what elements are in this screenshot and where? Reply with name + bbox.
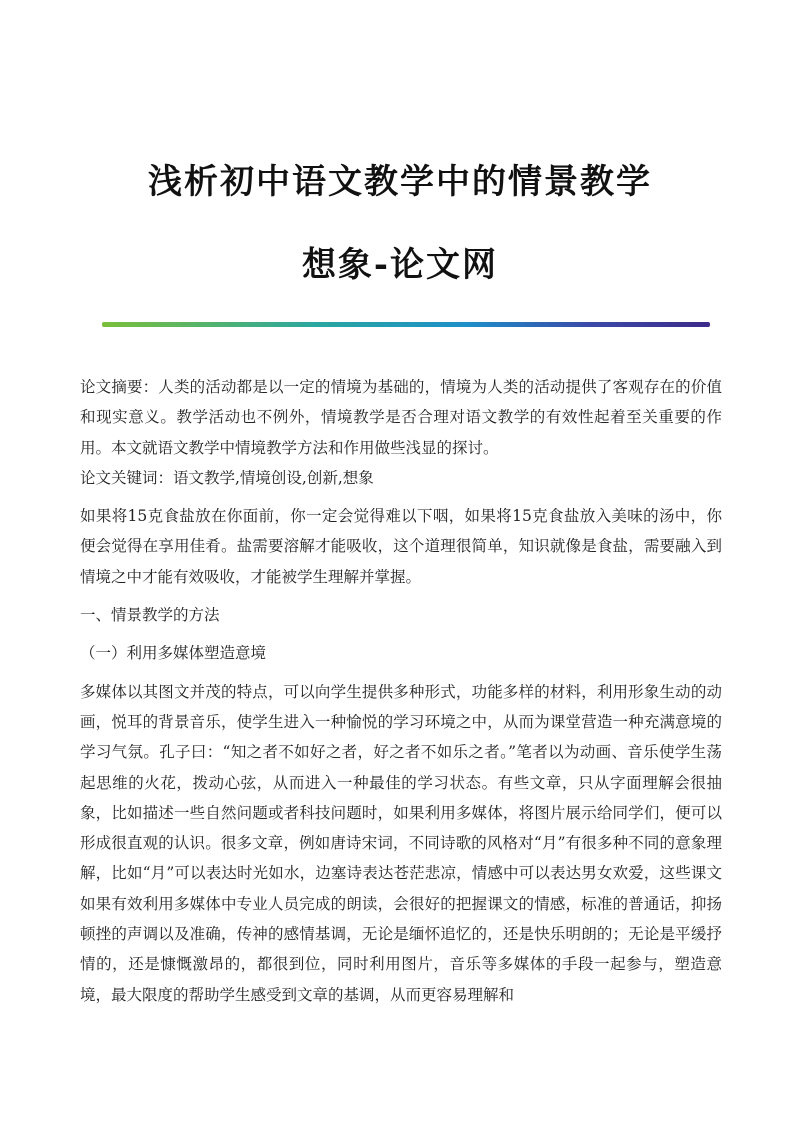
title-line-2: 想象-论文网 (301, 245, 499, 285)
title-divider (102, 322, 710, 327)
body-paragraph: 多媒体以其图文并茂的特点，可以向学生提供多种形式，功能多样的材料，利用形象生动的动画，悦耳的背景音乐，使学生进入一种愉悦的学习环境之中，从而为课堂营造一种充满意境的学习气氛。孔子曰：“知之者不如好之者，好之者不如乐之者。”笔者以为动画、音乐使学生荡起思维的火花，拨动心弦，从而进入一种最佳的学习状态。有些文章，只从字面理解会很抽象，比如描述一些自然问题或者科技问题时，如果利用多媒体，将图片展示给同学们，便可以形成很直观的认识。很多文章，例如唐诗宋词，不同诗歌的风格对“月”有很多种不同的意象理解，比如“月”可以表达时光如水，边塞诗表达苍茫悲凉，情感中可以表达男女欢爱，这些课文如果有效利用多媒体中专业人员完成的朗读，会很好的把握课文的情感，标准的普通话，抑扬顿挫的声调以及准确，传神的感情基调，无论是缅怀追忆的，还是快乐明朗的；无论是平缓抒情的，还是慷慨激昂的，都很到位，同时利用图片，音乐等多媒体的手段一起参与，塑造意境，最大限度的帮助学生感受到文章的基调，从而更容易理解和 (80, 682, 722, 1004)
section-heading: 一、情景教学的方法 (80, 606, 220, 625)
title-line-1: 浅析初中语文教学中的情景教学 (148, 162, 652, 202)
keywords-paragraph: 论文关键词：语文教学,情境创设,创新,想象 (80, 468, 374, 487)
intro-paragraph: 如果将15克食盐放在你面前，你一定会觉得难以下咽，如果将15克食盐放入美味的汤中，你便会觉得在享用佳肴。盐需要溶解才能吸收，这个道理很简单，知识就像是食盐，需要融入到情境之中才能有效吸收，才能被学生理解并掌握。 (80, 507, 722, 586)
subsection-heading: （一）利用多媒体塑造意境 (80, 644, 267, 663)
abstract-paragraph: 论文摘要：人类的活动都是以一定的情境为基础的，情境为人类的活动提供了客观存在的价值和现实意义。教学活动也不例外，情境教学是否合理对语文教学的有效性起着至关重要的作用。本文就语文教学中情境教学方法和作用做些浅显的探讨。 (80, 378, 722, 457)
article-body (80, 372, 722, 1010)
